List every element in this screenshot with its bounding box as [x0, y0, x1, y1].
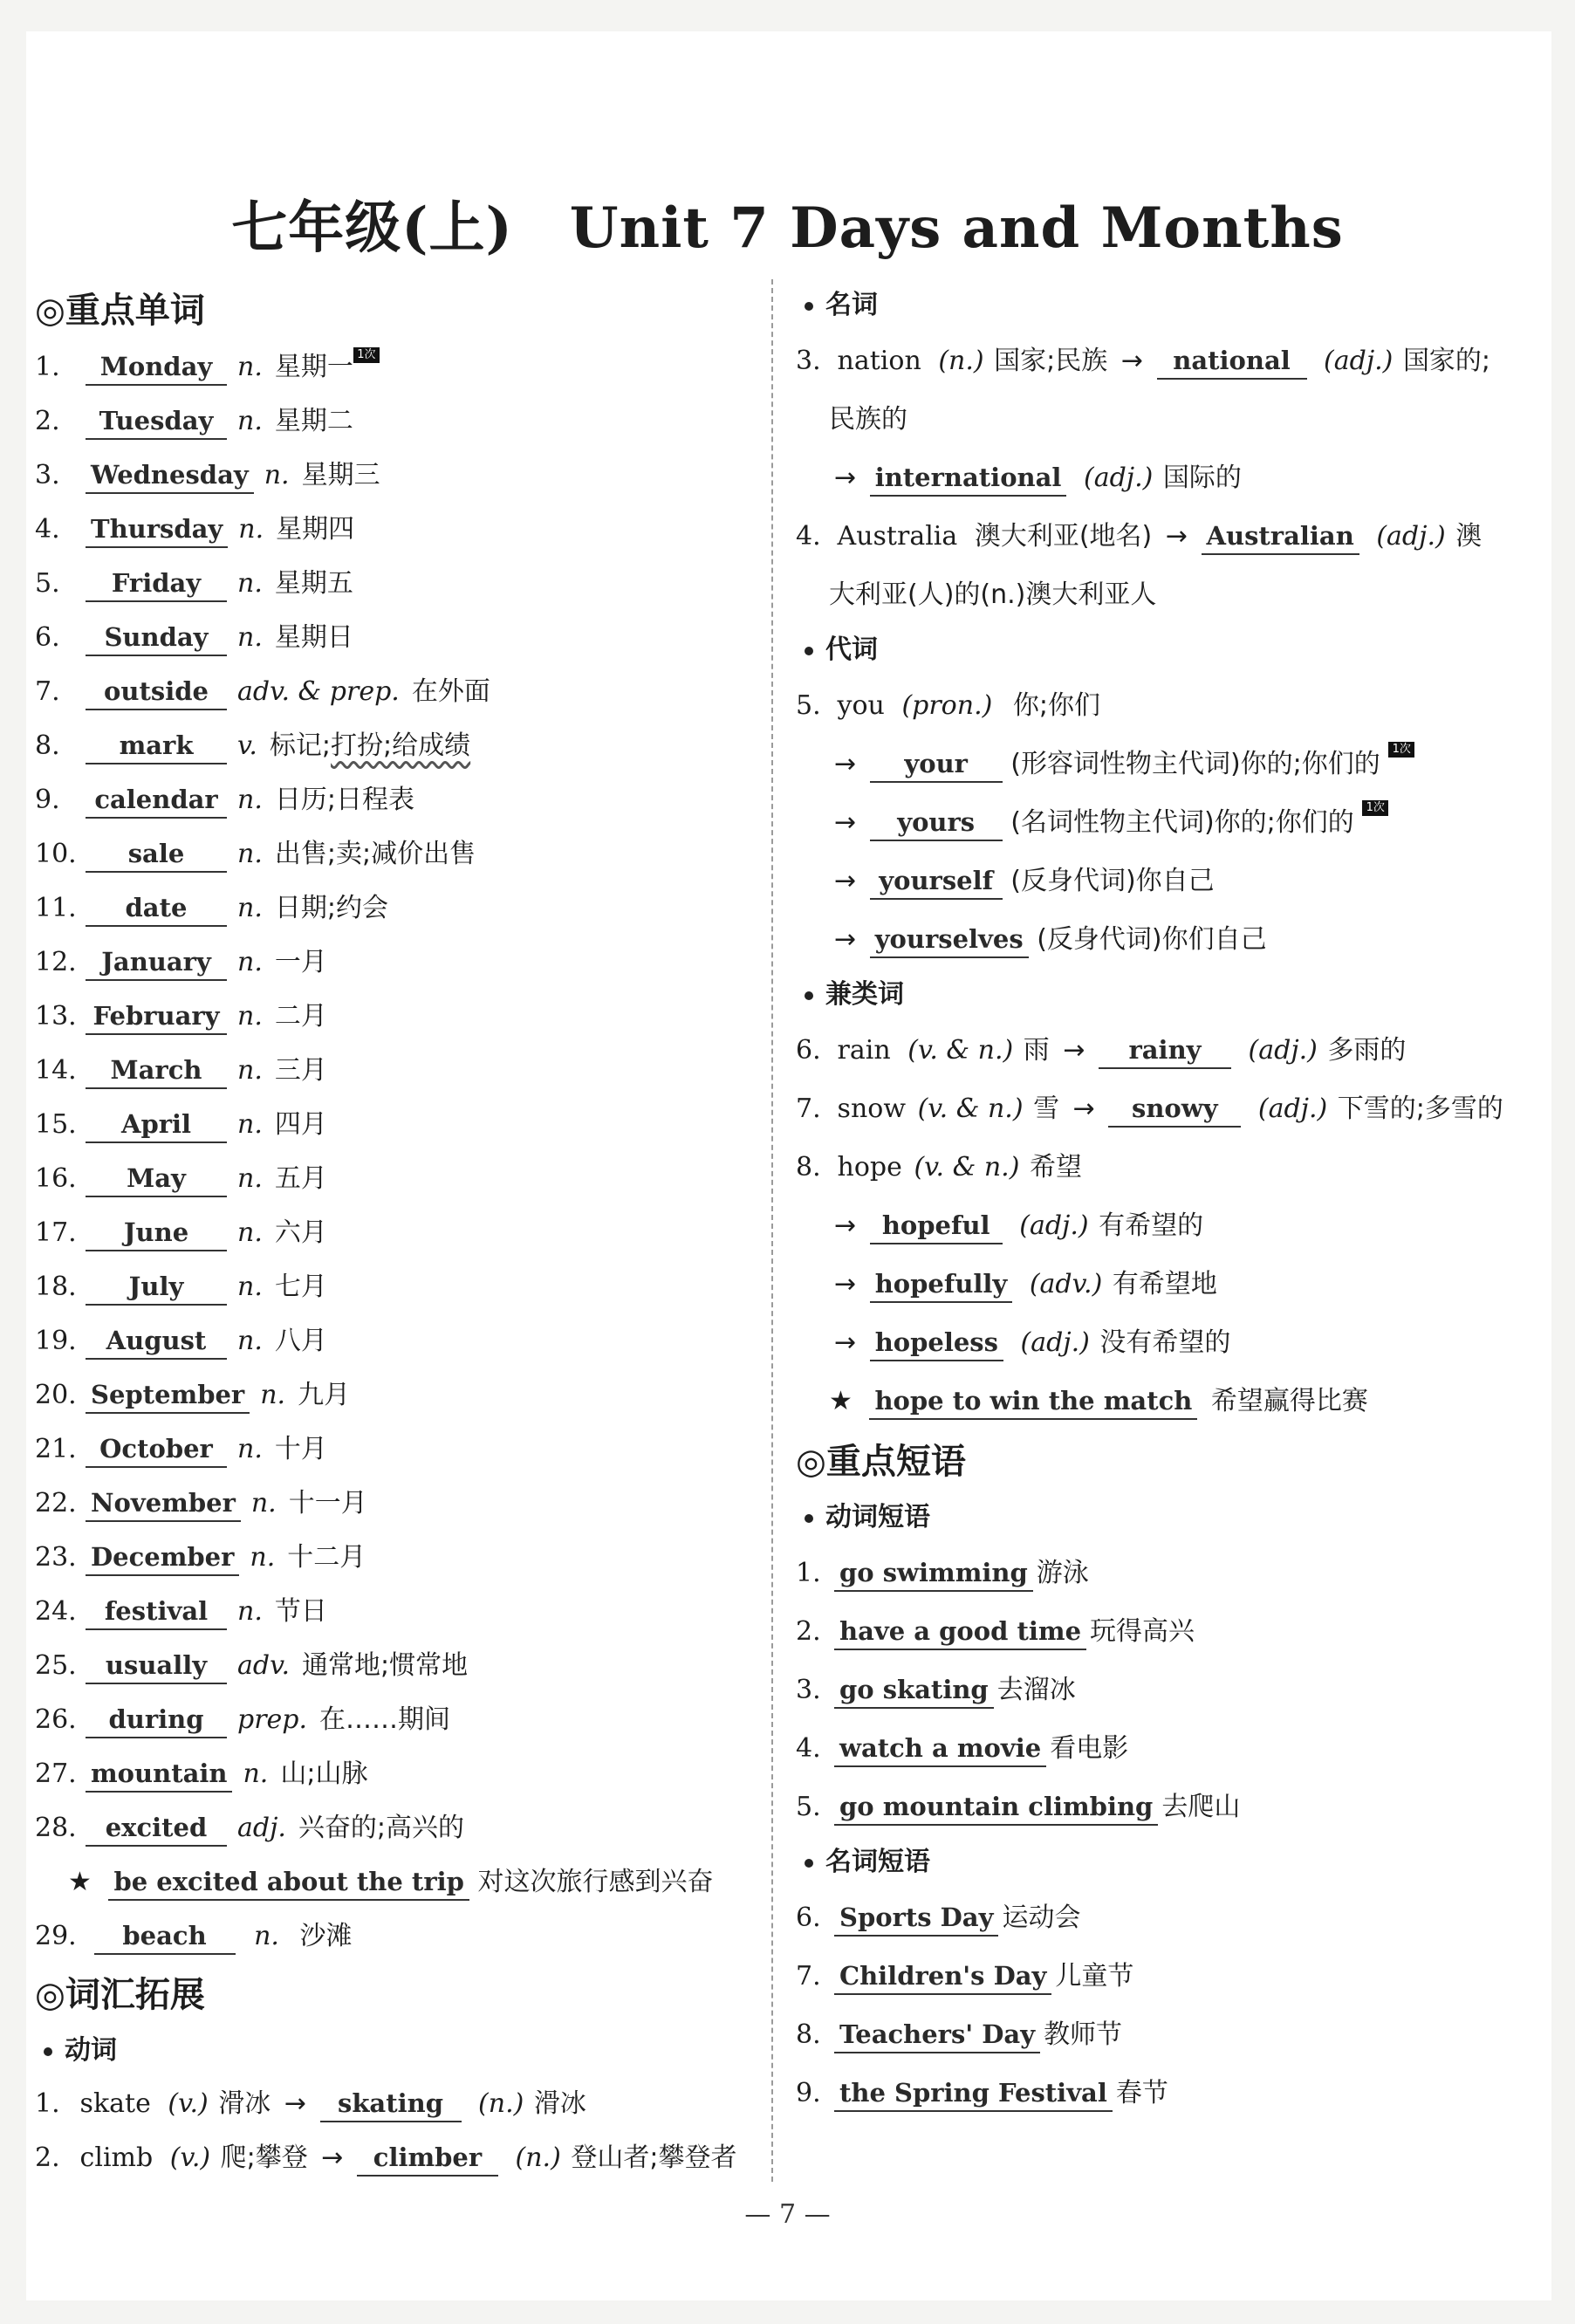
expansion-row: → hopeful (adj.) 有希望的 [796, 1196, 1546, 1255]
phrase-row [796, 2005, 1546, 2064]
answer-blank: September [86, 1377, 250, 1414]
phrase-row [796, 1778, 1546, 1836]
item-number: 7. [35, 676, 60, 707]
meaning: 去溜冰 [996, 1675, 1076, 1705]
word-row [35, 1693, 768, 1747]
word-row [35, 611, 768, 665]
item-number: 3. [796, 1675, 821, 1705]
item-number: 8. [35, 730, 60, 761]
meaning: 在外面 [411, 676, 490, 707]
answer-blank: be excited about the trip [108, 1864, 469, 1901]
frequency-tag: 1次 [1362, 800, 1388, 816]
part-of-speech: n. [237, 785, 263, 815]
answer-blank: July [86, 1269, 227, 1306]
expansion-row: 4. Australia 澳大利亚(地名) → Australian (adj.) 澳 [796, 507, 1546, 566]
star-icon: ★ [68, 1867, 92, 1897]
item-number: 25. [35, 1650, 77, 1681]
answer-blank: hopeless [870, 1325, 1003, 1361]
meaning: 沙滩 [299, 1921, 353, 1951]
meaning: 八月 [274, 1326, 327, 1356]
answer-blank: skating [320, 2086, 462, 2122]
section-key-words: ◎重点单词 [35, 291, 205, 331]
item-number: 29. [35, 1921, 77, 1951]
part-of-speech: n. [254, 1921, 279, 1951]
expansion-row: → yourself (反身代词)你自己 [796, 852, 1546, 910]
item-number: 4. [35, 514, 60, 545]
part-of-speech: n. [237, 1163, 263, 1194]
part-of-speech: v. [237, 730, 257, 761]
meaning: 运动会 [1002, 1902, 1081, 1933]
meaning: 日期;约会 [274, 893, 388, 923]
word-row [35, 773, 768, 827]
answer-blank: Children's Day [834, 1958, 1051, 1995]
item-number: 4. [796, 1733, 821, 1764]
answer-blank: hope to win the match [869, 1383, 1197, 1420]
part-of-speech: prep. [237, 1704, 308, 1735]
part-of-speech: n. [237, 947, 263, 977]
arrow-icon: → [834, 1269, 857, 1299]
meaning-highlight: 打扮;给成绩 [331, 730, 471, 761]
part-of-speech: n. [237, 622, 263, 653]
star-row: ★ hope to win the match 希望赢得比赛 [796, 1372, 1546, 1430]
answer-blank: March [86, 1052, 227, 1089]
meaning: 看电影 [1050, 1733, 1129, 1764]
star-row [35, 1855, 768, 1909]
subsection-pronoun: 代词 [796, 624, 1546, 676]
part-of-speech: n. [238, 514, 264, 545]
arrow-icon: → [834, 749, 857, 779]
meaning: 十月 [274, 1434, 327, 1464]
meaning: 节日 [274, 1596, 327, 1627]
part-of-speech: n. [237, 1326, 263, 1356]
item-number: 22. [35, 1488, 77, 1518]
answer-blank: Teachers' Day [834, 2017, 1040, 2053]
meaning: 三月 [274, 1055, 327, 1086]
answer-blank: go skating [834, 1672, 994, 1709]
noun-phrase-list [796, 1889, 1546, 2122]
arrow-icon: → [834, 866, 857, 896]
word-row [35, 719, 768, 773]
item-number: 23. [35, 1542, 77, 1573]
meaning: 游泳 [1036, 1558, 1089, 1588]
answer-blank: mark [86, 728, 227, 764]
answer-blank: your [870, 746, 1003, 783]
answer-blank: June [86, 1215, 227, 1251]
phrase-row [796, 1602, 1546, 1661]
word-row [35, 1747, 768, 1801]
word-row [35, 1477, 768, 1531]
part-of-speech: adj. [237, 1813, 286, 1843]
word-row [35, 1531, 768, 1585]
meaning: 日历;日程表 [274, 785, 414, 815]
continuation-row: 大利亚(人)的(n.)澳大利亚人 [829, 579, 1157, 610]
part-of-speech: n. [237, 568, 263, 599]
word-row [35, 394, 768, 449]
answer-blank: December [86, 1539, 239, 1576]
continuation-row: 民族的 [829, 404, 907, 435]
meaning: 星期二 [274, 406, 353, 436]
item-number: 8. [796, 2019, 821, 2050]
bullet-icon [805, 647, 813, 655]
phrase-row [796, 2064, 1546, 2122]
meaning: 九月 [298, 1380, 351, 1410]
word-row [35, 1314, 768, 1368]
answer-blank: rainy [1099, 1032, 1231, 1069]
word-row [35, 1368, 768, 1423]
word-row [35, 1152, 768, 1206]
answer-blank: October [86, 1431, 227, 1468]
expansion-row: → yours (名词性物主代词)你的;你们的 1次 [796, 793, 1546, 852]
meaning: 五月 [274, 1163, 327, 1194]
subsection-noun: 名词 [796, 279, 1546, 332]
item-number: 3. [35, 460, 60, 490]
page-number: — 7 — [744, 2199, 831, 2230]
word-row [35, 340, 768, 394]
answer-blank: during [86, 1702, 227, 1738]
part-of-speech: n. [237, 1055, 263, 1086]
expansion-row: → yourselves (反身代词)你们自己 [796, 910, 1546, 969]
item-number: 11. [35, 893, 77, 923]
subsection-verb-phrase: 动词短语 [796, 1491, 1546, 1544]
part-of-speech: n. [243, 1758, 269, 1789]
word-row [35, 557, 768, 611]
item-number: 16. [35, 1163, 77, 1194]
answer-blank: Sunday [86, 620, 227, 656]
item-number: 13. [35, 1001, 77, 1032]
arrow-icon: → [834, 807, 857, 838]
word-list [35, 340, 768, 1855]
meaning: 在……期间 [319, 1704, 451, 1735]
meaning: 星期三 [301, 460, 380, 490]
phrase-row [796, 1947, 1546, 2005]
item-number: 24. [35, 1596, 77, 1627]
meaning: 星期日 [274, 622, 353, 653]
word-row [35, 1639, 768, 1693]
part-of-speech: n. [237, 1001, 263, 1032]
part-of-speech: n. [237, 352, 263, 382]
part-of-speech: n. [237, 839, 263, 869]
phrase-row [796, 1544, 1546, 1602]
item-number: 19. [35, 1326, 77, 1356]
expansion-row: → international (adj.) 国际的 [796, 449, 1546, 507]
answer-blank: November [86, 1485, 241, 1522]
answer-blank: yours [870, 805, 1003, 841]
arrow-icon: → [1165, 521, 1188, 552]
arrow-icon: → [834, 1210, 857, 1241]
part-of-speech: n. [237, 1434, 263, 1464]
part-of-speech: n. [264, 460, 290, 490]
meaning: 二月 [274, 1001, 327, 1032]
part-of-speech: n. [237, 1109, 263, 1140]
answer-blank: sale [86, 836, 227, 873]
meaning: 兴奋的;高兴的 [298, 1813, 465, 1843]
phrase-row [796, 1661, 1546, 1719]
item-number: 9. [35, 785, 60, 815]
meaning: 儿童节 [1055, 1961, 1134, 1992]
answer-blank: go swimming [834, 1555, 1033, 1592]
meaning: 六月 [274, 1217, 327, 1248]
item-number: 2. [35, 406, 60, 436]
item-number: 6. [35, 622, 60, 653]
word-row [35, 1044, 768, 1098]
bullet-icon [805, 991, 813, 1000]
answer-blank: date [86, 890, 227, 927]
expansion-row: 8. hope (v. & n.) 希望 [796, 1152, 1082, 1183]
arrow-icon: → [834, 1327, 857, 1358]
left-column [35, 279, 768, 2185]
phrase-list [796, 1544, 1546, 1836]
part-of-speech: adv. [237, 1650, 291, 1681]
answer-blank: festival [86, 1594, 227, 1630]
part-of-speech: n. [237, 1217, 263, 1248]
answer-blank: Thursday [86, 511, 228, 548]
answer-blank: Tuesday [86, 403, 227, 440]
item-number: 9. [796, 2078, 821, 2108]
answer-blank: August [86, 1323, 227, 1360]
item-number: 5. [796, 1792, 821, 1822]
meaning: 玩得高兴 [1090, 1616, 1195, 1647]
item-number: 10. [35, 839, 77, 869]
section-vocab-expansion: ◎词汇拓展 [35, 1975, 205, 2015]
expansion-row: 6. rain (v. & n.) 雨 → rainy (adj.) 多雨的 [796, 1021, 1546, 1080]
arrow-icon: → [321, 2142, 344, 2173]
answer-blank: January [86, 944, 227, 981]
expansion-row: → hopefully (adv.) 有希望地 [796, 1255, 1546, 1313]
answer-blank: Australian [1202, 518, 1359, 555]
expansion-row: 3. nation (n.) 国家;民族 → national (adj.) 国家的; [796, 332, 1546, 390]
arrow-icon: → [1063, 1035, 1085, 1066]
answer-blank: yourself [870, 863, 1003, 900]
answer-blank: climber [357, 2140, 498, 2177]
word-row [35, 990, 768, 1044]
word-row [35, 1260, 768, 1314]
subsection-multi-class: 兼类词 [796, 969, 1546, 1021]
answer-blank: February [86, 998, 227, 1035]
item-number: 1. [796, 1558, 821, 1588]
bullet-icon [805, 1859, 813, 1868]
item-number: 27. [35, 1758, 77, 1789]
item-number: 21. [35, 1434, 77, 1464]
answer-blank: the Spring Festival [834, 2075, 1113, 2112]
part-of-speech: n. [250, 1542, 276, 1573]
arrow-icon: → [834, 924, 857, 955]
phrase-row [796, 1889, 1546, 1947]
expansion-row: 5. you (pron.) 你;你们 [796, 690, 1100, 721]
part-of-speech: n. [237, 1596, 263, 1627]
meaning: 去爬山 [1161, 1792, 1241, 1822]
frequency-tag: 1次 [1388, 742, 1414, 758]
item-number: 20. [35, 1380, 77, 1410]
answer-blank: Friday [86, 566, 227, 602]
word-row [35, 1801, 768, 1855]
expansion-row: → your (形容词性物主代词)你的;你们的 1次 [796, 735, 1546, 793]
word-row [35, 827, 768, 881]
part-of-speech: n. [237, 406, 263, 436]
item-number: 14. [35, 1055, 77, 1086]
answer-blank: go mountain climbing [834, 1789, 1158, 1826]
word-row [35, 1206, 768, 1260]
answer-blank: international [870, 460, 1067, 497]
subsection-verb: 动词 [35, 2025, 768, 2077]
subsection-noun-phrase: 名词短语 [796, 1836, 1546, 1889]
meaning: 春节 [1115, 2078, 1168, 2108]
meaning: 标记; [269, 730, 332, 761]
item-number: 6. [796, 1902, 821, 1933]
answer-blank: Wednesday [86, 457, 254, 494]
expansion-row: 1. skate (v.) 滑冰 → skating (n.) 滑冰 [35, 2077, 768, 2131]
meaning: 教师节 [1044, 2019, 1123, 2050]
meaning: 十二月 [287, 1542, 366, 1573]
star-icon: ★ [829, 1386, 853, 1416]
part-of-speech: n. [237, 893, 263, 923]
meaning: 山;山脉 [280, 1758, 368, 1789]
bullet-icon [805, 302, 813, 311]
answer-blank: beach [94, 1918, 236, 1955]
word-row [35, 881, 768, 936]
word-row [35, 449, 768, 503]
answer-blank: Monday [86, 349, 227, 386]
right-column [796, 279, 1546, 2122]
item-number: 2. [796, 1616, 821, 1647]
answer-blank: calendar [86, 782, 227, 819]
answer-blank: hopeful [870, 1208, 1003, 1244]
word-row [35, 1585, 768, 1639]
expansion-row: → hopeless (adj.) 没有希望的 [796, 1313, 1546, 1372]
answer-blank: outside [86, 674, 227, 710]
answer-blank: May [86, 1161, 227, 1197]
bullet-icon [805, 1514, 813, 1523]
answer-blank: mountain [86, 1756, 232, 1793]
word-row [35, 1909, 768, 1964]
item-number: 7. [796, 1961, 821, 1992]
answer-blank: excited [86, 1810, 227, 1847]
section-key-phrases: ◎重点短语 [796, 1442, 966, 1482]
arrow-icon: → [284, 2088, 306, 2119]
page-title: 七年级(上) Unit 7 Days and Months [231, 195, 1344, 261]
answer-blank: hopefully [870, 1266, 1013, 1303]
item-number: 28. [35, 1813, 77, 1843]
answer-blank: snowy [1108, 1091, 1241, 1128]
answer-blank: Sports Day [834, 1900, 998, 1937]
item-number: 12. [35, 947, 77, 977]
phrase-row [796, 1719, 1546, 1778]
word-row [35, 503, 768, 557]
frequency-tag: 1次 [353, 347, 380, 363]
word-row [35, 936, 768, 990]
meaning: 一月 [274, 947, 327, 977]
part-of-speech: adv. & prep. [237, 676, 400, 707]
arrow-icon: → [834, 463, 857, 493]
meaning: 星期五 [274, 568, 353, 599]
answer-blank: watch a movie [834, 1731, 1046, 1767]
part-of-speech: n. [237, 1272, 263, 1302]
answer-blank: yourselves [870, 922, 1029, 958]
arrow-icon: → [1072, 1093, 1095, 1124]
meaning: 四月 [274, 1109, 327, 1140]
answer-blank: usually [86, 1648, 227, 1684]
answer-blank: national [1157, 343, 1307, 380]
item-number: 5. [35, 568, 60, 599]
word-row [35, 1423, 768, 1477]
arrow-icon: → [1120, 346, 1143, 376]
meaning: 出售;卖;减价出售 [274, 839, 476, 869]
item-number: 1. [35, 352, 60, 382]
meaning: 星期四 [276, 514, 355, 545]
bullet-icon [44, 2047, 52, 2056]
word-row [35, 665, 768, 719]
word-row [35, 1098, 768, 1152]
item-number: 15. [35, 1109, 77, 1140]
answer-blank: have a good time [834, 1614, 1086, 1650]
expansion-row: 2. climb (v.) 爬;攀登 → climber (n.) 登山者;攀登者 [35, 2131, 768, 2185]
part-of-speech: n. [250, 1488, 277, 1518]
meaning: 星期一 [274, 352, 353, 382]
meaning: 通常地;惯常地 [302, 1650, 469, 1681]
expansion-row: 7. snow (v. & n.) 雪 → snowy (adj.) 下雪的;多雪的 [796, 1080, 1546, 1138]
meaning: 对这次旅行感到兴奋 [477, 1867, 714, 1897]
item-number: 26. [35, 1704, 77, 1735]
column-divider [771, 279, 773, 2182]
answer-blank: April [86, 1107, 227, 1143]
part-of-speech: n. [260, 1380, 286, 1410]
item-number: 18. [35, 1272, 77, 1302]
meaning: 七月 [274, 1272, 327, 1302]
meaning: 十一月 [288, 1488, 367, 1518]
item-number: 17. [35, 1217, 77, 1248]
